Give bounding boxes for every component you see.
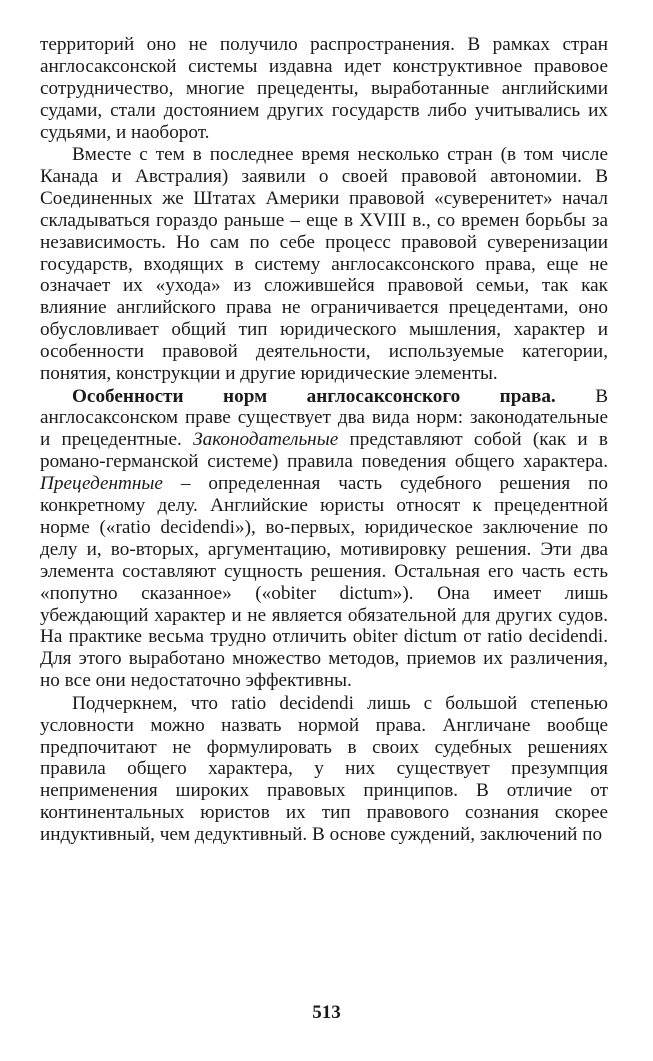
paragraph-1-text: территорий оно не получило распространения. В рамках стран англосаксонской системы издавна идет конструктивное правовое сотрудничество, многие прецеденты, выработанные английскими судами, стали достоянием других государств либо учитывались их судьями, и наоборот. [40,34,608,143]
paragraph-4 [40,693,608,846]
term-legislative: Законодательные [193,429,339,451]
paragraph-3-text-a: В англосаксонском праве существует два вида норм: законодательные и прецедентные. [40,385,608,451]
paragraph-2-text: Вместе с тем в последнее время несколько стран (в том числе Канада и Австралия) заявили о своей правовой автономии. В Соединенных же Штатах Америки правовой «суверенитет» начал складываться гораздо раньше – еще в XVIII в., со времен борьбы за независимость. Но сам по себе процесс правовой суверенизации государств, входящих в систему англосаксонского права, еще не означает их «ухода» из сложившейся правовой семьи, так как влияние английского права не ограничивается прецедентами, оно обусловливает общий тип юридического мышления, характер и особенности правовой деятельности, используемые категории, понятия, конструкции и другие юридические элементы. [40,144,608,385]
paragraph-4-text: Подчеркнем, что ratio decidendi лишь с большой степенью условности можно назвать нормой права. Англичане вообще предпочитают не формулировать в своих судебных решениях правила общего характера, у них существует презумпция неприменения широких правовых принципов. В отличие от континентальных юристов их тип правового сознания скорее индуктивный, чем дедуктивный. В основе суждений, заключений по [40,692,608,846]
section-heading: Особенности норм англосаксонского права. [72,385,556,407]
paragraph-2 [40,144,608,385]
term-precedent: Прецедентные [40,473,163,495]
page-body [40,34,608,846]
paragraph-1 [40,34,608,144]
page-number: 513 [312,1002,341,1023]
paragraph-3-text-c: – определенная часть судебного решения по конкретному делу. Английские юристы относят к прецедентной норме («ratio decidendi»), во-первых, юридическое заключение по делу и, во-вторых, аргументацию, мотивировку решения. Эти два элемента составляют сущность решения. Остальная его часть есть «попутно сказанное» («obiter dictum»). Она имеет лишь убеждающий характер и не является обязательной для других судов. На практике весьма трудно отличить obiter dictum от ratio decidendi. Для этого выработано множество методов, приемов их различения, но все они недостаточно эффективны. [40,473,608,692]
paragraph-3 [40,386,608,693]
paragraph-3-text-b: представляют собой (как и в романо-германской системе) правила поведения общего характера. [40,429,608,473]
